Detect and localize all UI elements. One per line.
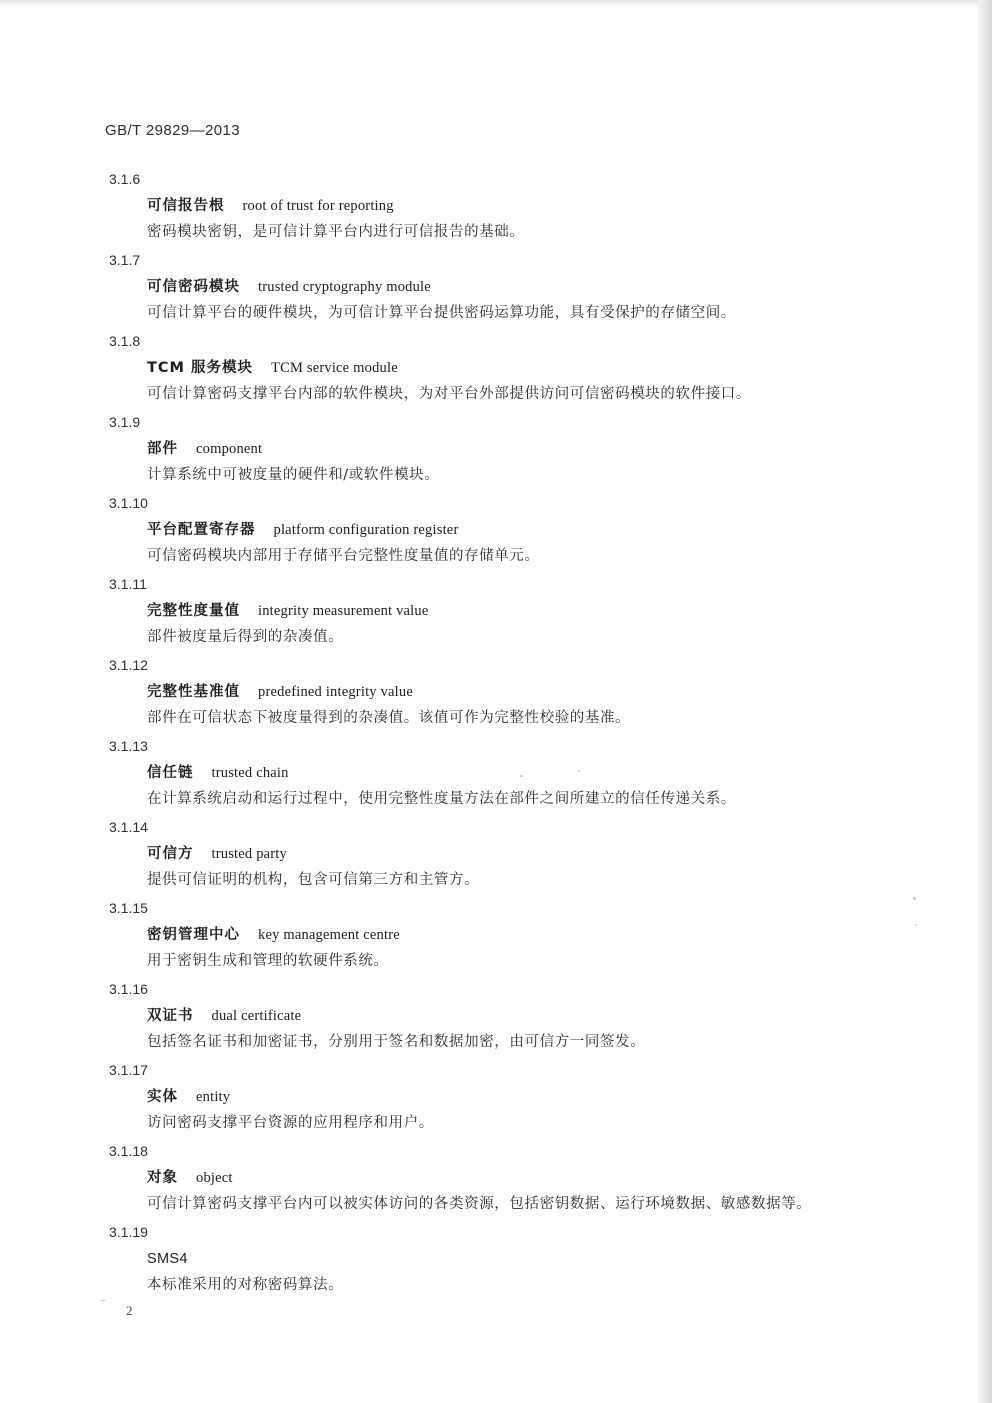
term-title-en: entity (196, 1089, 231, 1105)
term-title (147, 1005, 301, 1027)
term-entry (0, 1059, 992, 1140)
term-title-en: predefined integrity value (258, 684, 413, 700)
term-title-en: root of trust for reporting (242, 198, 394, 214)
term-title-en: TCM service module (271, 360, 398, 376)
term-definition: 包括签名证书和加密证书，分别用于签名和数据加密，由可信方一同签发。 (147, 1034, 646, 1050)
term-title-zh: 部件 (147, 441, 178, 457)
scan-speck (520, 775, 523, 777)
term-title (147, 1167, 233, 1189)
term-definition: 本标准采用的对称密码算法。 (147, 1277, 344, 1293)
term-entry (0, 249, 992, 330)
term-title-en: trusted chain (211, 765, 289, 781)
term-number: 3.1.18 (109, 1143, 148, 1159)
term-definition: 可信计算密码支撑平台内可以被实体访问的各类资源，包括密钥数据、运行环境数据、敏感数据等。 (147, 1196, 812, 1212)
terms-list (0, 168, 992, 1302)
term-number: 3.1.14 (109, 819, 148, 835)
term-definition: 提供可信证明的机构，包含可信第三方和主管方。 (147, 872, 480, 888)
term-title (147, 195, 394, 217)
term-number: 3.1.8 (109, 333, 141, 349)
term-definition: 可信密码模块内部用于存储平台完整性度量值的存储单元。 (147, 548, 540, 564)
term-title (147, 924, 400, 946)
term-entry (0, 1221, 992, 1302)
term-title (147, 438, 262, 460)
term-title-en: dual certificate (211, 1008, 302, 1024)
term-title (147, 519, 458, 541)
term-title (147, 357, 398, 379)
term-title (147, 276, 431, 298)
standard-code-header: GB/T 29829—2013 (105, 122, 240, 139)
term-title-zh: 完整性基准值 (147, 684, 240, 700)
term-definition: 用于密钥生成和管理的软硬件系统。 (147, 953, 389, 969)
term-title (147, 681, 413, 703)
term-title-en: object (196, 1170, 233, 1186)
term-definition: 可信计算平台的硬件模块，为可信计算平台提供密码运算功能，具有受保护的存储空间。 (147, 305, 736, 321)
term-entry (0, 897, 992, 978)
term-title-zh: 双证书 (147, 1008, 194, 1024)
term-number: 3.1.10 (109, 495, 148, 511)
term-title-zh: 信任链 (147, 765, 194, 781)
term-title-en: platform configuration register (273, 522, 459, 538)
term-entry (0, 654, 992, 735)
term-definition: 密码模块密钥，是可信计算平台内进行可信报告的基础。 (147, 224, 525, 240)
term-entry (0, 330, 992, 411)
term-number: 3.1.13 (109, 738, 148, 754)
term-title-zh: 完整性度量值 (147, 603, 240, 619)
term-title-zh: 可信报告根 (147, 198, 225, 214)
term-number: 3.1.11 (109, 576, 147, 592)
term-definition: 访问密码支撑平台资源的应用程序和用户。 (147, 1115, 434, 1131)
term-title (147, 843, 287, 865)
term-number: 3.1.7 (109, 252, 141, 268)
page-number: 2 (126, 1303, 133, 1318)
term-title-zh: 可信密码模块 (147, 279, 240, 295)
scan-speck (578, 770, 580, 772)
term-number: 3.1.17 (109, 1062, 148, 1078)
term-number: 3.1.19 (109, 1224, 148, 1240)
term-definition: 部件被度量后得到的杂凑值。 (147, 629, 344, 645)
term-number: 3.1.12 (109, 657, 148, 673)
term-title-en: integrity measurement value (258, 603, 429, 619)
scan-edge-top (0, 0, 992, 6)
term-entry (0, 573, 992, 654)
term-definition: 在计算系统启动和运行过程中，使用完整性度量方法在部件之间所建立的信任传递关系。 (147, 791, 736, 807)
term-title (147, 762, 289, 784)
term-definition: 可信计算密码支撑平台内部的软件模块，为对平台外部提供访问可信密码模块的软件接口。 (147, 386, 751, 402)
term-title-zh: 平台配置寄存器 (147, 522, 256, 538)
scan-speck (915, 924, 917, 926)
term-title-en: key management centre (258, 927, 400, 943)
term-entry (0, 492, 992, 573)
term-title-zh: 对象 (147, 1170, 178, 1186)
term-title (147, 600, 428, 622)
term-definition: 计算系统中可被度量的硬件和/或软件模块。 (147, 467, 440, 483)
term-title-zh: 可信方 (147, 846, 194, 862)
scan-speck (913, 897, 916, 900)
term-title-zh: 密钥管理中心 (147, 927, 240, 943)
term-entry (0, 1140, 992, 1221)
scan-speck (100, 1300, 106, 1301)
term-title-zh: SMS4 (147, 1251, 188, 1267)
term-title-en: trusted party (211, 846, 287, 862)
term-title-zh: TCM 服务模块 (147, 360, 254, 376)
term-title-en: trusted cryptography module (258, 279, 431, 295)
term-entry (0, 978, 992, 1059)
term-entry (0, 411, 992, 492)
term-number: 3.1.16 (109, 981, 148, 997)
term-definition: 部件在可信状态下被度量得到的杂凑值。该值可作为完整性校验的基准。 (147, 710, 631, 726)
term-title-en: component (196, 441, 263, 457)
term-entry (0, 168, 992, 249)
term-number: 3.1.6 (109, 171, 141, 187)
term-title (147, 1248, 206, 1270)
term-entry (0, 816, 992, 897)
term-number: 3.1.9 (109, 414, 141, 430)
term-number: 3.1.15 (109, 900, 148, 916)
term-entry (0, 735, 992, 816)
term-title-zh: 实体 (147, 1089, 178, 1105)
term-title (147, 1086, 230, 1108)
